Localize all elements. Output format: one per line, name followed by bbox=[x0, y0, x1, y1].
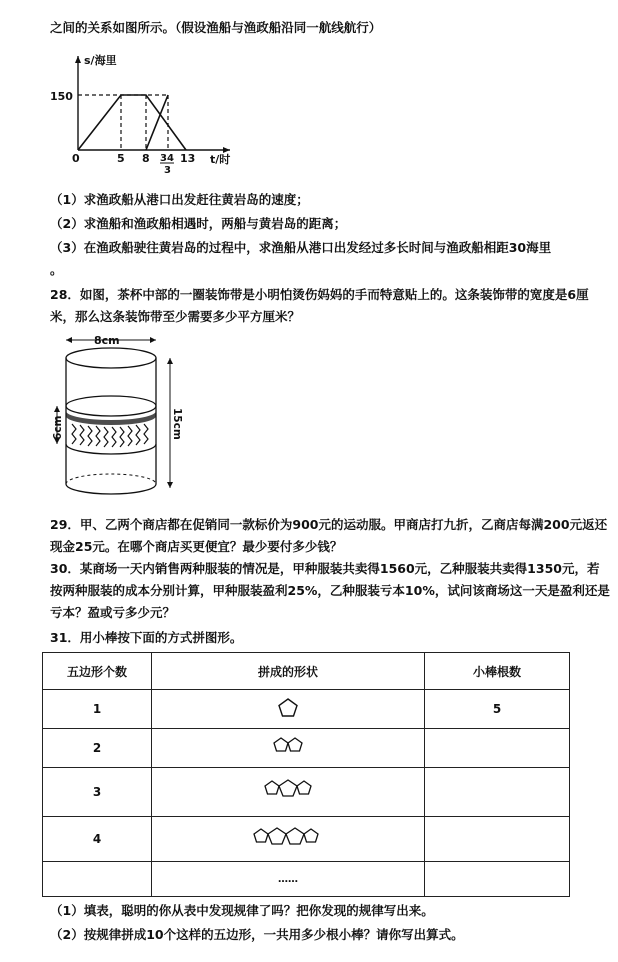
header-shape: 拼成的形状 bbox=[152, 653, 425, 690]
stick-count-cell[interactable] bbox=[425, 862, 570, 897]
q27-part-3-end: 。 bbox=[50, 262, 63, 277]
pentagon-shape-3 bbox=[262, 777, 314, 805]
x-tick-8: 8 bbox=[142, 152, 150, 165]
q27-part-1: （1）求渔政船从港口出发赶往黄岩岛的速度； bbox=[50, 192, 309, 207]
pentagon-count-cell: 4 bbox=[43, 817, 152, 862]
stick-count-cell[interactable] bbox=[425, 729, 570, 768]
q30-text: 30．某商场一天内销售两种服装的情况是，甲种服装共卖得1560元，乙种服装共卖得1350元，若按两种服装的成本分别计算，甲种服装盈利25%，乙种服装亏本10%，试问该商场这一天是盈利还是亏本？盈或亏多少元？ bbox=[50, 561, 610, 620]
table-row bbox=[43, 729, 570, 768]
patrol-boat-line bbox=[146, 95, 168, 150]
q31-text: 31．用小棒按下面的方式拼图形。 bbox=[50, 630, 243, 645]
q31-part-2: （2）按规律拼成10个这样的五边形，一共用多少根小棒？请你写出算式。 bbox=[50, 927, 464, 942]
q28-text: 28．如图，茶杯中部的一圈装饰带是小明怕烫伤妈妈的手而特意贴上的。这条装饰带的宽度是6厘米，那么这条装饰带至少需要多少平方厘米？ bbox=[50, 287, 589, 324]
shape-cell-ellipsis: …… bbox=[152, 862, 425, 897]
table-header-row bbox=[43, 653, 570, 690]
x-tick-13: 13 bbox=[180, 152, 196, 165]
cup-cylinder-figure bbox=[48, 332, 188, 510]
cylinder-left-label: 6cm bbox=[52, 415, 64, 440]
q29-text: 29．甲、乙两个商店都在促销同一款标价为900元的运动服。甲商店打九折，乙商店每满200元返还现金25元。在哪个商店买更便宜？最少要付多少钱？ bbox=[50, 517, 608, 554]
shape-cell bbox=[152, 768, 425, 817]
pentagon-count-cell: 3 bbox=[43, 768, 152, 817]
shape-cell bbox=[152, 729, 425, 768]
pentagon-shape-4 bbox=[251, 824, 325, 852]
x-axis-label: t/时 bbox=[210, 153, 231, 166]
fishing-boat-line bbox=[78, 95, 186, 150]
x-tick-34-denominator: 3 bbox=[164, 165, 171, 175]
table-row bbox=[43, 690, 570, 729]
shape-cell bbox=[152, 690, 425, 729]
cylinder-top-label: 8cm bbox=[94, 334, 120, 347]
x-tick-5: 5 bbox=[117, 152, 125, 165]
pentagon-shape-1 bbox=[276, 697, 300, 719]
header-pentagon-count: 五边形个数 bbox=[43, 653, 152, 690]
pentagon-count-cell: 1 bbox=[43, 690, 152, 729]
shape-cell bbox=[152, 817, 425, 862]
table-row bbox=[43, 768, 570, 817]
x-tick-0: 0 bbox=[72, 152, 80, 165]
q27-part-3: （3）在渔政船驶往黄岩岛的过程中，求渔船从港口出发经过多长时间与渔政船相距30海里 bbox=[50, 240, 552, 255]
pentagon-count-cell: 2 bbox=[43, 729, 152, 768]
pentagon-count-cell bbox=[43, 862, 152, 897]
stick-count-cell[interactable]: 5 bbox=[425, 690, 570, 729]
cylinder-right-label: 15cm bbox=[171, 408, 183, 440]
q31-part-1: （1）填表，聪明的你从表中发现规律了吗？把你发现的规律写出来。 bbox=[50, 903, 434, 918]
x-tick-34-numerator: 34 bbox=[160, 153, 174, 164]
y-axis-label: s/海里 bbox=[84, 54, 117, 67]
stick-count-cell[interactable] bbox=[425, 768, 570, 817]
q27-part-2: （2）求渔船和渔政船相遇时，两船与黄岩岛的距离； bbox=[50, 216, 347, 231]
table-row bbox=[43, 862, 570, 897]
stick-count-cell[interactable] bbox=[425, 817, 570, 862]
table-row bbox=[43, 817, 570, 862]
header-stick-count: 小棒根数 bbox=[425, 653, 570, 690]
q27-intro: 之间的关系如图所示。（假设渔船与渔政船沿同一航线航行） bbox=[50, 20, 382, 35]
distance-time-graph bbox=[50, 50, 250, 175]
pentagon-shape-2 bbox=[271, 735, 305, 759]
y-tick-150: 150 bbox=[50, 90, 73, 103]
pentagon-sticks-table bbox=[42, 652, 570, 897]
